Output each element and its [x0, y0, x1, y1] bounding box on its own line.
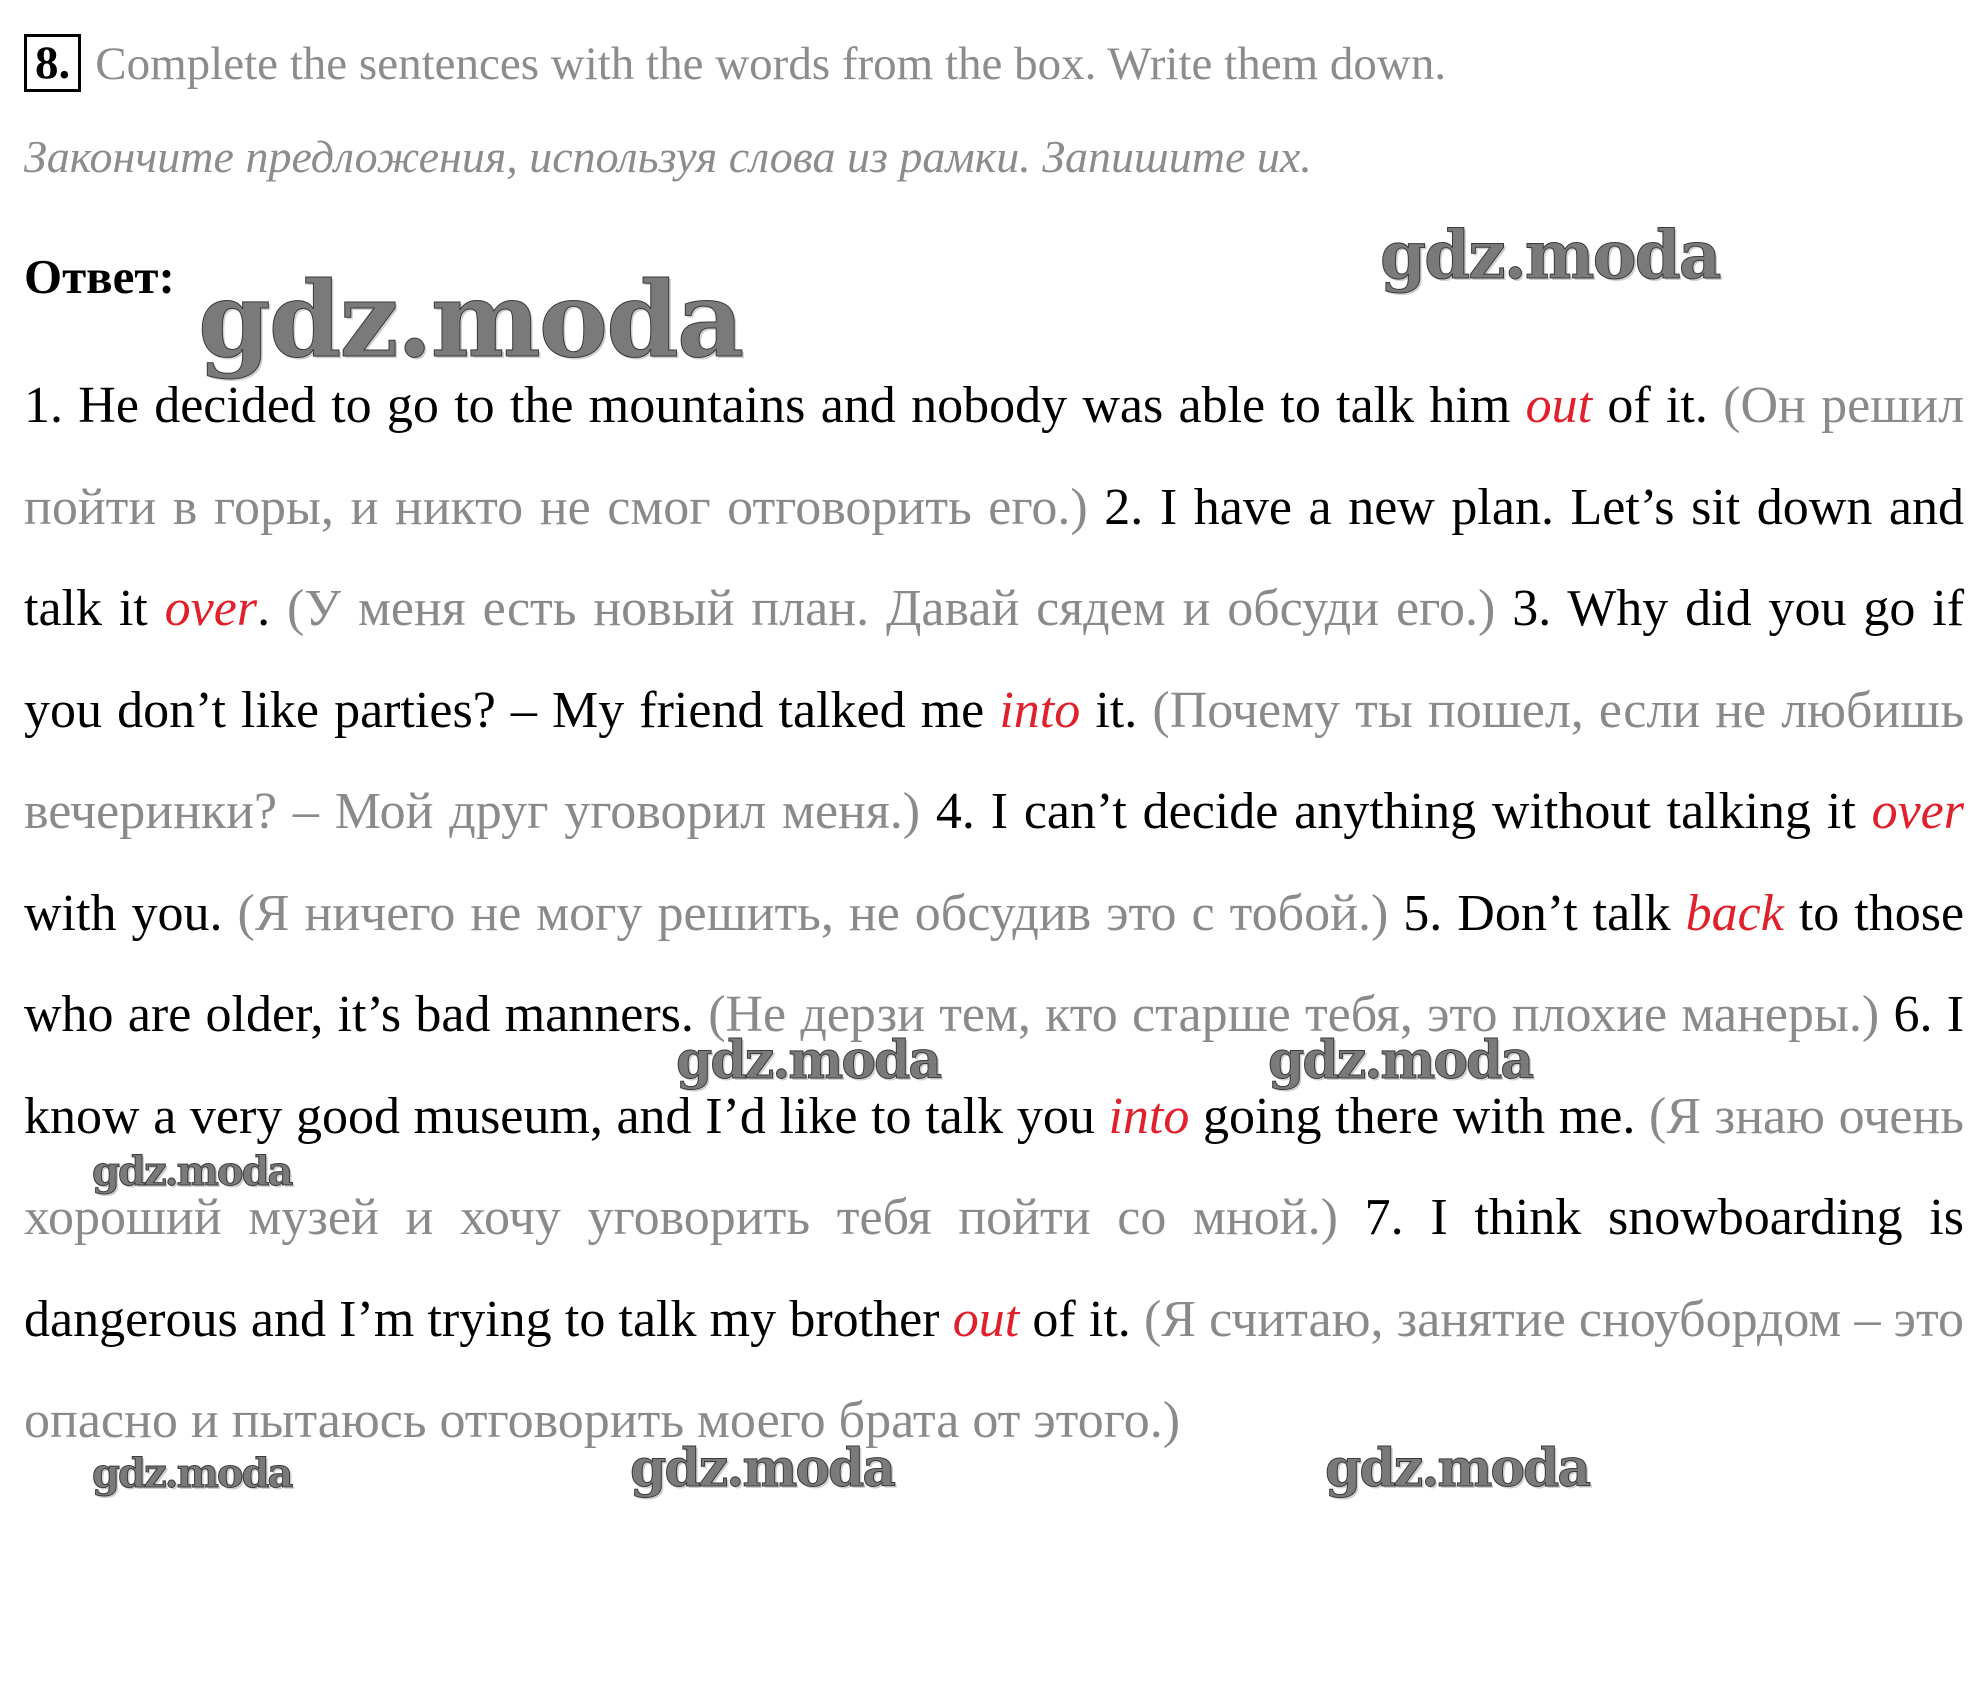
- watermark-logo: gdz.moda: [1380, 216, 1720, 294]
- answer-number: 5.: [1403, 884, 1443, 942]
- answer-number: 6.: [1893, 986, 1933, 1043]
- task-instruction-en: Complete the sentences with the words from the box. Write them down.: [95, 38, 1447, 90]
- answer-word: out: [1525, 377, 1593, 434]
- watermark-logo: gdz.moda: [1325, 1438, 1590, 1499]
- answer-sentence: He decided to go to the mountains and nobody was able to talk him: [78, 377, 1511, 434]
- watermark-logo: gdz.moda: [630, 1438, 895, 1499]
- watermark-logo: gdz.moda: [198, 258, 743, 381]
- answer-translation: (У меня есть новый план. Давай сядем и обсуди его.): [286, 580, 1496, 637]
- answer-sentence: Don’t talk: [1457, 884, 1671, 942]
- answer-sentence-end: .: [257, 580, 271, 637]
- answer-sentence-end: going there with me.: [1203, 1087, 1636, 1145]
- answer-sentence-end: of it.: [1032, 1290, 1131, 1348]
- answer-sentence: I have a new plan. Let’s sit down and talk it: [24, 478, 1965, 637]
- answer-sentence-end: to those who are older, it’s bad manners.: [24, 884, 1965, 1043]
- answer-label: Ответ:: [24, 249, 175, 304]
- answer-translation: (Почему ты пошел, если не любишь вечеринки? – Мой друг уговорил меня.): [24, 681, 1965, 840]
- watermark-logo: gdz.moda: [92, 1148, 292, 1195]
- answer-word: over: [164, 580, 258, 637]
- watermark-logo: gdz.moda: [1268, 1030, 1533, 1091]
- answer-number: 4.: [935, 783, 975, 840]
- answer-sentence: I think snowboarding is dangerous and I’m trying to talk my brother: [24, 1189, 1965, 1348]
- watermark-logo: gdz.moda: [676, 1030, 941, 1091]
- answer-sentence-end: it.: [1095, 681, 1138, 739]
- answer-text: [24, 355, 1964, 1472]
- answer-word: out: [952, 1290, 1020, 1348]
- answer-translation: (Я ничего не могу решить, не обсудив это с тобой.): [237, 884, 1389, 942]
- answer-number: 1.: [24, 377, 63, 434]
- answer-word: back: [1685, 884, 1784, 942]
- answer-translation: (Я считаю, занятие сноубордом – это опасно и пытаюсь отговорить моего брата от этого.): [24, 1290, 1965, 1449]
- answer-sentence-end: with you.: [24, 884, 223, 942]
- answer-number: 7.: [1364, 1189, 1404, 1246]
- answer-sentence: I can’t decide anything without talking it: [990, 783, 1856, 840]
- answer-word: into: [999, 681, 1081, 739]
- watermark-logo: gdz.moda: [92, 1450, 292, 1497]
- answer-translation: (Он решил пойти в горы, и никто не смог отговорить его.): [24, 377, 1965, 536]
- answer-translation: (Я знаю очень хороший музей и хочу уговорить тебя пойти со мной.): [24, 1087, 1965, 1246]
- task-number: 8.: [24, 34, 81, 92]
- answer-word: over: [1871, 783, 1964, 840]
- answer-sentence-end: of it.: [1607, 377, 1708, 434]
- task-instruction-ru: Закончите предложения, используя слова из рамки. Запишите их.: [24, 131, 1312, 182]
- answer-word: into: [1108, 1087, 1190, 1145]
- answer-number: 3.: [1512, 580, 1552, 637]
- answer-translation: (Не дерзи тем, кто старше тебя, это плохие манеры.): [708, 986, 1880, 1043]
- task-header: [24, 34, 1446, 94]
- answer-number: 2.: [1104, 478, 1144, 536]
- answer-sentence: I know a very good museum, and I’d like to talk you: [24, 986, 1965, 1145]
- answer-sentence: Why did you go if you don’t like parties? – My friend talked me: [24, 580, 1965, 739]
